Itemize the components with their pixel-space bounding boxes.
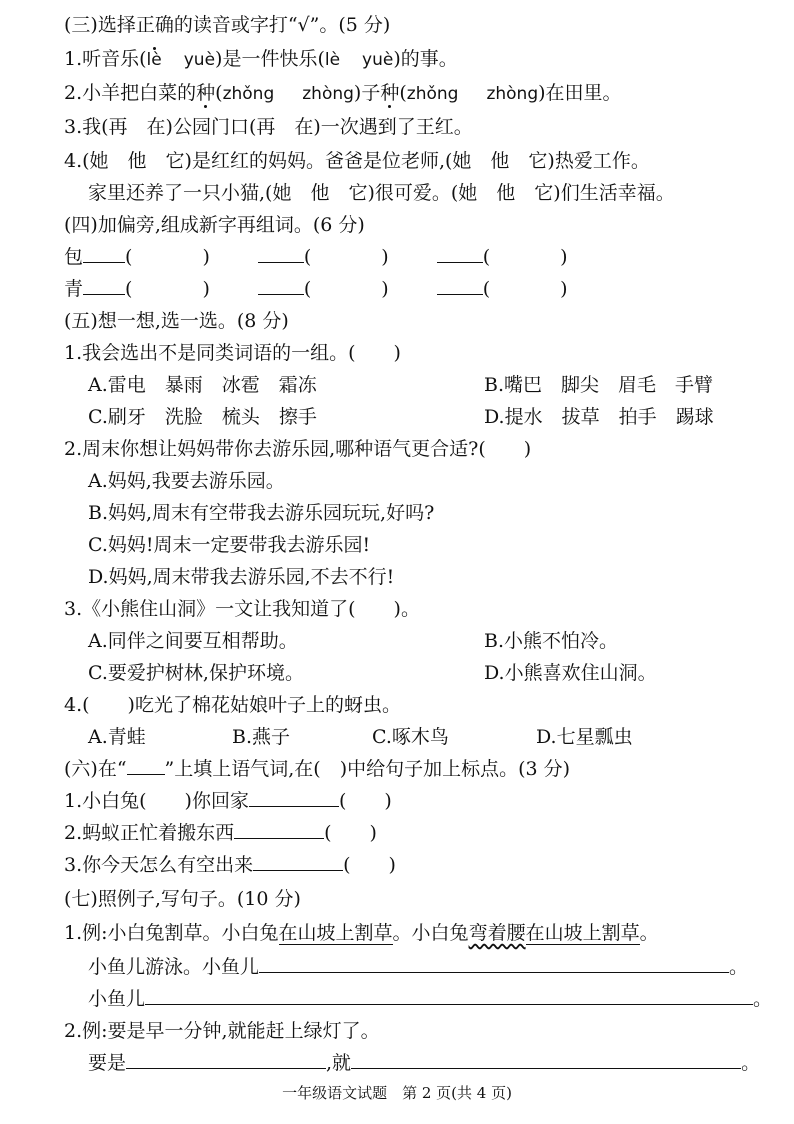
paren: ( [125, 278, 133, 300]
paren: ( [303, 246, 312, 268]
question-5-2: 2.周末你想让妈妈带你去游乐园,哪种语气更合适?( ) [64, 438, 532, 460]
question-5-3: 3.《小熊住山洞》一文让我知道了( )。 [64, 598, 420, 620]
q-text: 小鱼儿游泳。小鱼儿 [88, 956, 260, 978]
q-text: ( [399, 82, 407, 104]
question-3-2 [64, 80, 622, 107]
underlined-phrase: 在山坡上割草 [278, 922, 393, 944]
period: 。 [729, 956, 749, 978]
answer-blank[interactable] [83, 276, 125, 295]
paren: ) [560, 278, 568, 300]
answer-7-1a [88, 954, 748, 980]
punctuation-paren[interactable]: ( ) [324, 822, 377, 844]
q-text: 2.小羊把白菜的 [64, 82, 197, 104]
paren: ) [381, 278, 389, 300]
paren: ( [482, 246, 491, 268]
section-3-heading: (三)选择正确的读音或字打“√”。(5 分) [64, 14, 391, 36]
example-7-1 [64, 920, 659, 946]
paren: ) [202, 246, 210, 268]
q-text: 1.例:小白兔割草。小白兔 [64, 922, 279, 944]
answer-blank[interactable] [437, 244, 483, 263]
answer-blank[interactable] [249, 788, 339, 807]
answer-blank[interactable] [83, 244, 125, 263]
paren: ( [125, 246, 133, 268]
punctuation-paren[interactable]: ( ) [338, 790, 392, 812]
q-text: 。 [639, 922, 659, 944]
q-text: 2.蚂蚁正忙着搬东西 [64, 822, 235, 844]
section-6-heading [64, 756, 570, 782]
option-5-2-c[interactable]: C.妈妈!周末一定要带我去游乐园! [88, 534, 371, 556]
base-char: 包 [64, 246, 84, 268]
question-5-1: 1.我会选出不是同类词语的一组。( ) [64, 342, 401, 364]
option-5-1-d[interactable]: D.提水 拔草 拍手 踢球 [484, 406, 714, 428]
paren: ) [560, 246, 568, 268]
pinyin-option[interactable]: zhǒng [406, 84, 459, 104]
option-5-1-c[interactable]: C.刷牙 洗脸 梳头 擦手 [88, 406, 317, 428]
question-3-4a: 4.(她 他 它)是红红的妈妈。爸爸是位老师,(她 他 它)热爱工作。 [64, 150, 650, 172]
q-text: )的事。 [393, 48, 458, 70]
question-3-1 [64, 46, 458, 73]
answer-line[interactable] [259, 954, 729, 973]
dotted-char: 种 [380, 82, 400, 104]
q-text: 3.你今天怎么有空出来 [64, 854, 254, 876]
pinyin-option[interactable]: zhǒng [222, 84, 275, 104]
option-5-2-a[interactable]: A.妈妈,我要去游乐园。 [88, 470, 285, 492]
answer-blank[interactable] [258, 276, 304, 295]
q-text: 小鱼儿 [88, 988, 146, 1010]
option-5-4-d[interactable]: D.七星瓢虫 [536, 726, 633, 748]
heading-text: (六)在“ [64, 758, 127, 780]
q-text: )是一件快乐( [215, 48, 325, 70]
answer-blank[interactable] [437, 276, 483, 295]
example-7-2: 2.例:要是早一分钟,就能赶上绿灯了。 [64, 1020, 380, 1042]
option-5-4-a[interactable]: A.青蛙 [88, 726, 146, 748]
paren: ) [202, 278, 210, 300]
punctuation-paren[interactable]: ( ) [343, 854, 396, 876]
paren: ) [381, 246, 389, 268]
section-5-heading: (五)想一想,选一选。(8 分) [64, 310, 289, 332]
question-3-4b: 家里还养了一只小猫,(她 他 它)很可爱。(她 他 它)们生活幸福。 [88, 182, 675, 204]
period: 。 [741, 1052, 761, 1074]
option-5-3-c[interactable]: C.要爱护树林,保护环境。 [88, 662, 304, 684]
pinyin-option[interactable]: zhòng [302, 84, 354, 104]
radical-row-1 [64, 244, 568, 270]
answer-line[interactable] [145, 986, 753, 1005]
answer-blank[interactable] [253, 852, 343, 871]
q-text: )子 [353, 82, 381, 104]
q-text: )在田里。 [538, 82, 622, 104]
option-5-2-d[interactable]: D.妈妈,周末带我去游乐园,不去不行! [88, 566, 395, 588]
pinyin-option[interactable]: zhòng [486, 84, 539, 104]
paren: ( [303, 278, 312, 300]
answer-line[interactable] [126, 1050, 326, 1069]
answer-blank[interactable] [234, 820, 324, 839]
sample-blank [127, 756, 165, 775]
pinyin-option[interactable]: yuè [183, 50, 216, 70]
option-5-3-d[interactable]: D.小熊喜欢住山洞。 [484, 662, 657, 684]
answer-line[interactable] [351, 1050, 741, 1069]
page-footer: 一年级语文试题 第 2 页(共 4 页) [282, 1084, 512, 1102]
answer-7-1b [88, 986, 772, 1012]
q-text: ,就 [326, 1052, 352, 1074]
option-5-1-a[interactable]: A.雷电 暴雨 冰雹 霜冻 [88, 374, 317, 396]
question-3-3: 3.我(再 在)公园门口(再 在)一次遇到了王红。 [64, 116, 473, 138]
q-text: 。小白兔 [392, 922, 469, 944]
underlined-phrase: 在山坡上割草 [525, 922, 640, 944]
period: 。 [753, 988, 773, 1010]
base-char: 青 [64, 278, 84, 300]
q-text: 要是 [88, 1052, 127, 1074]
option-5-4-c[interactable]: C.啄木鸟 [372, 726, 449, 748]
option-5-3-b[interactable]: B.小熊不怕冷。 [484, 630, 619, 652]
option-5-4-b[interactable]: B.燕子 [232, 726, 291, 748]
section-7-heading: (七)照例子,写句子。(10 分) [64, 888, 301, 910]
answer-blank[interactable] [258, 244, 304, 263]
heading-text: ”上填上语气词,在( )中给句子加上标点。(3 分) [164, 758, 571, 780]
question-6-2 [64, 820, 377, 846]
dotted-char: 种 [196, 82, 216, 104]
radical-row-2 [64, 276, 568, 302]
question-5-4: 4.( )吃光了棉花姑娘叶子上的蚜虫。 [64, 694, 401, 716]
pinyin-option[interactable]: yuè [362, 50, 394, 70]
answer-7-2 [88, 1050, 760, 1076]
pinyin-option[interactable]: lè [324, 50, 341, 70]
wavy-phrase: 弯着腰 [468, 922, 526, 944]
pinyin-option[interactable]: lè [146, 50, 162, 70]
q-text: 1.小白兔( )你回家 [64, 790, 249, 812]
option-5-3-a[interactable]: A.同伴之间要互相帮助。 [88, 630, 298, 652]
section-4-heading: (四)加偏旁,组成新字再组词。(6 分) [64, 214, 365, 236]
option-5-1-b[interactable]: B.嘴巴 脚尖 眉毛 手臂 [484, 374, 714, 396]
q-text: 1.听音乐( [64, 48, 147, 70]
question-6-3 [64, 852, 396, 878]
option-5-2-b[interactable]: B.妈妈,周末有空带我去游乐园玩玩,好吗? [88, 502, 435, 524]
question-6-1 [64, 788, 392, 814]
q-text: ( [215, 82, 223, 104]
paren: ( [482, 278, 491, 300]
